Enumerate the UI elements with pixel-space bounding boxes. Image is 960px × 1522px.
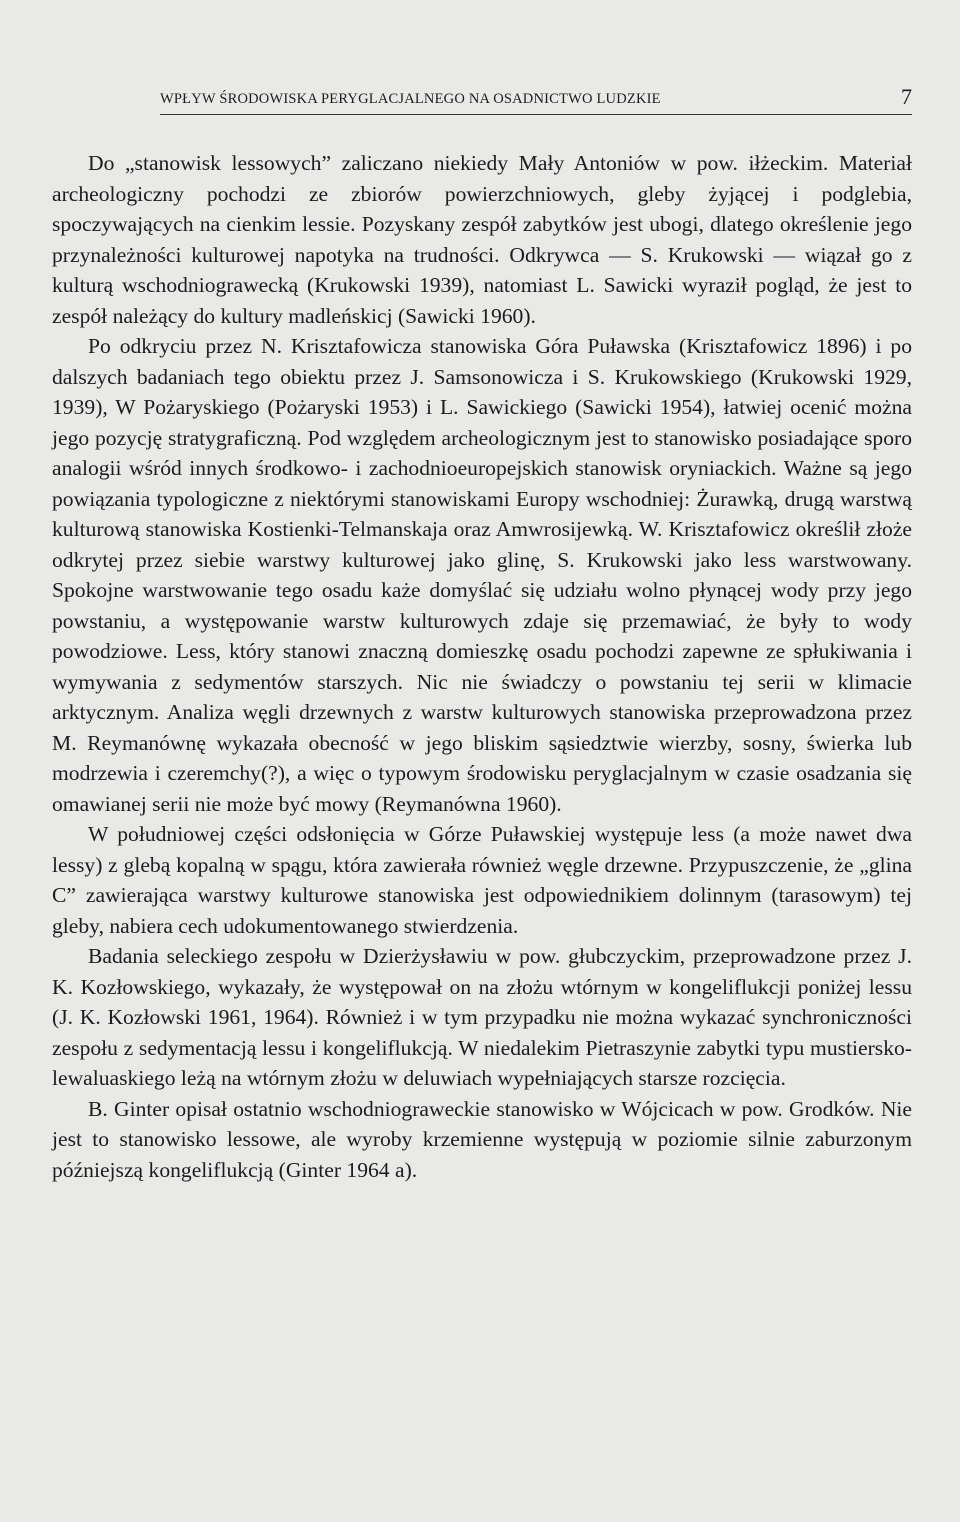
page-number: 7 (901, 84, 912, 109)
running-title: WPŁYW ŚRODOWISKA PERYGLACJALNEGO NA OSADNICTWO LUDZKIE (160, 91, 661, 107)
paragraph-2: Po odkryciu przez N. Krisztafowicza stanowiska Góra Puławska (Krisztafowicz 1896) i po dalszych badaniach tego obiektu przez J. Samsonowicza i S. Krukowskiego (Krukowski 1929, 1939), W Pożaryskiego (Pożaryski 1953) i L. Sawickiego (Sawicki 1954), łatwiej ocenić można jego pozycję stratygraficzną. Pod względem archeologicznym jest to stanowisko posiadające sporo analogii wśród innych środkowo- i zachodnioeuropejskich stanowisk oryniackich. Ważne są jego powiązania typologiczne z niektórymi stanowiskami Europy wschodniej: Żurawką, drugą warstwą kulturową stanowiska Kostienki-Telmanskaja oraz Amwrosijewką. W. Krisztafowicz określił złoże odkrytej przez siebie warstwy kulturowej jako glinę, S. Krukowski jako less warstwowany. Spokojne warstwowanie tego osadu każe domyślać się udziału wolno płynącej wody przy jego powstaniu, a występowanie warstw kulturowych zdaje się przemawiać, że były to wody powodziowe. Less, który stanowi znaczną domieszkę osadu pochodzi zapewne ze spłukiwania i wymywania z sedymentów starszych. Nic nie świadczy o powstaniu tej serii w klimacie arktycznym. Analiza węgli drzewnych z warstw kulturowych stanowiska przeprowadzona przez M. Reymanównę wykazała obecność w jego bliskim sąsiedztwie wierzby, sosny, świerka lub modrzewia i czeremchy(?), a więc o typowym środowisku peryglacjalnym w czasie osadzania się omawianej serii nie może być mowy (Reymanówna 1960). (52, 334, 912, 816)
body-text (52, 148, 912, 1185)
paragraph-4: Badania seleckiego zespołu w Dzierżysławiu w pow. głubczyckim, przeprowadzone przez J. K. Kozłowskiego, wykazały, że występował on na złożu wtórnym w kongeliflukcji poniżej lessu (J. K. Kozłowski 1961, 1964). Również i w tym przypadku nie można wykazać synchroniczności zespołu z sedymentacją lessu i kongeliflukcją. W niedalekim Pietraszynie zabytki typu mustiersko-lewaluaskiego leżą na wtórnym złożu w deluwiach wypełniających starsze rozcięcia. (52, 944, 912, 1090)
paragraph-5: B. Ginter opisał ostatnio wschodniograweckie stanowisko w Wójcicach w pow. Grodków. Nie jest to stanowisko lessowe, ale wyroby krzemienne występują w poziomie silnie zaburzonym późniejszą kongeliflukcją (Ginter 1964 a). (52, 1096, 912, 1182)
paragraph-3: W południowej części odsłonięcia w Górze Puławskiej występuje less (a może nawet dwa lessy) z glebą kopalną w spągu, która zawierała również węgle drzewne. Przypuszczenie, że „glina C” zawierająca warstwy kulturowe stanowiska jest odpowiednikiem dolinnym (tarasowym) tej gleby, nabiera cech udokumentowanego stwierdzenia. (52, 822, 912, 938)
running-header (160, 80, 912, 115)
paragraph-1: Do „stanowisk lessowych” zaliczano niekiedy Mały Antoniów w pow. iłżeckim. Materiał archeologiczny pochodzi ze zbiorów powierzchniowych, gleby żyjącej i podglebia, spoczywających na cienkim lessie. Pozyskany zespół zabytków jest ubogi, dlatego określenie jego przynależności kulturowej napotyka na trudności. Odkrywca — S. Krukowski — wiązał go z kulturą wschodniograwecką (Krukowski 1939), natomiast L. Sawicki wyraził pogląd, że jest to zespół należący do kultury madleńskicj (Sawicki 1960). (52, 151, 912, 328)
